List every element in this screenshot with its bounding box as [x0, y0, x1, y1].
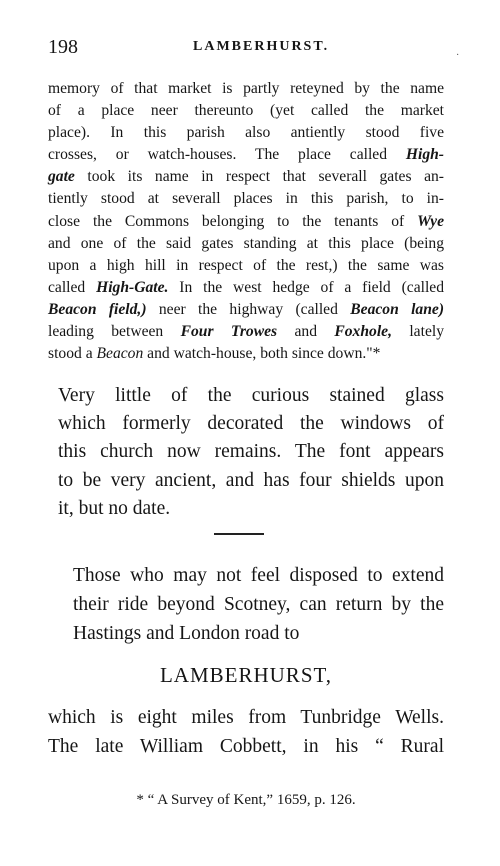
running-head: LAMBERHURST. [193, 39, 330, 54]
quote-line: crosses, or watch-houses. The place called High- [48, 146, 444, 164]
quote-line: Beacon field,) neer the highway (called Beacon lane) [48, 300, 445, 318]
text-line: The late William Cobbett, in his “ Rural [48, 736, 444, 757]
quote-line: upon a high hill in respect of the rest,) the same was [48, 256, 444, 274]
italic-term: Beacon [96, 345, 144, 363]
text-line: which formerly decorated the windows of [58, 413, 444, 435]
section-heading: LAMBERHURST, [159, 663, 333, 687]
page-number: 198 [48, 36, 78, 58]
paragraph-lamberhurst [48, 703, 444, 761]
section-divider [214, 533, 264, 535]
text-line: this church now remains. The font appears [58, 441, 444, 463]
quote-line: and one of the said gates standing at this place (being [48, 234, 444, 252]
page-header [48, 36, 460, 61]
italic-term: Foxhole, [334, 323, 392, 341]
italic-term: High-Gate. [96, 278, 169, 296]
paragraph-route [48, 562, 444, 648]
text-line: to be very ancient, and has four shields upon [58, 469, 444, 491]
quote-line: stood a Beacon and watch-house, both since down."* [48, 345, 381, 363]
footnote: * “ A Survey of Kent,” 1659, p. 126. [136, 792, 356, 808]
text-line: Hastings and London road to [73, 622, 300, 644]
paragraph-stained-glass [48, 382, 444, 523]
text-line: which is eight miles from Tunbridge Wells. [48, 707, 444, 728]
italic-term: gate [48, 168, 75, 186]
italic-term: High- [405, 146, 444, 164]
italic-term: Wye [417, 212, 444, 230]
block-quote [48, 78, 444, 365]
text-line: it, but no date. [58, 497, 171, 519]
quote-line: leading between Four Trowes and Foxhole, lately [48, 323, 444, 341]
quote-line: close the Commons belonging to the tenants of Wye [48, 212, 444, 230]
italic-term: Beacon lane) [350, 300, 445, 318]
text-line: Those who may not feel disposed to extend [73, 565, 444, 586]
quote-line: place). In this parish also antiently stood five [48, 124, 444, 142]
italic-term: Beacon field,) [48, 300, 147, 318]
quote-line: of a place neer thereunto (yet called the market [48, 102, 444, 120]
quote-line: called High-Gate. In the west hedge of a field (called [48, 278, 444, 296]
quote-line: tiently stood at severall places in this parish, to in- [48, 190, 444, 208]
italic-term: Four Trowes [180, 323, 278, 341]
text-line: their ride beyond Scotney, can return by the [73, 593, 444, 615]
corner-mark: · [456, 50, 460, 61]
text-line: Very little of the curious stained glass [58, 385, 444, 406]
quote-line: gate took its name in respect that severall gates an- [48, 168, 444, 186]
quote-line: memory of that market is partly reteyned by the name [48, 80, 444, 97]
